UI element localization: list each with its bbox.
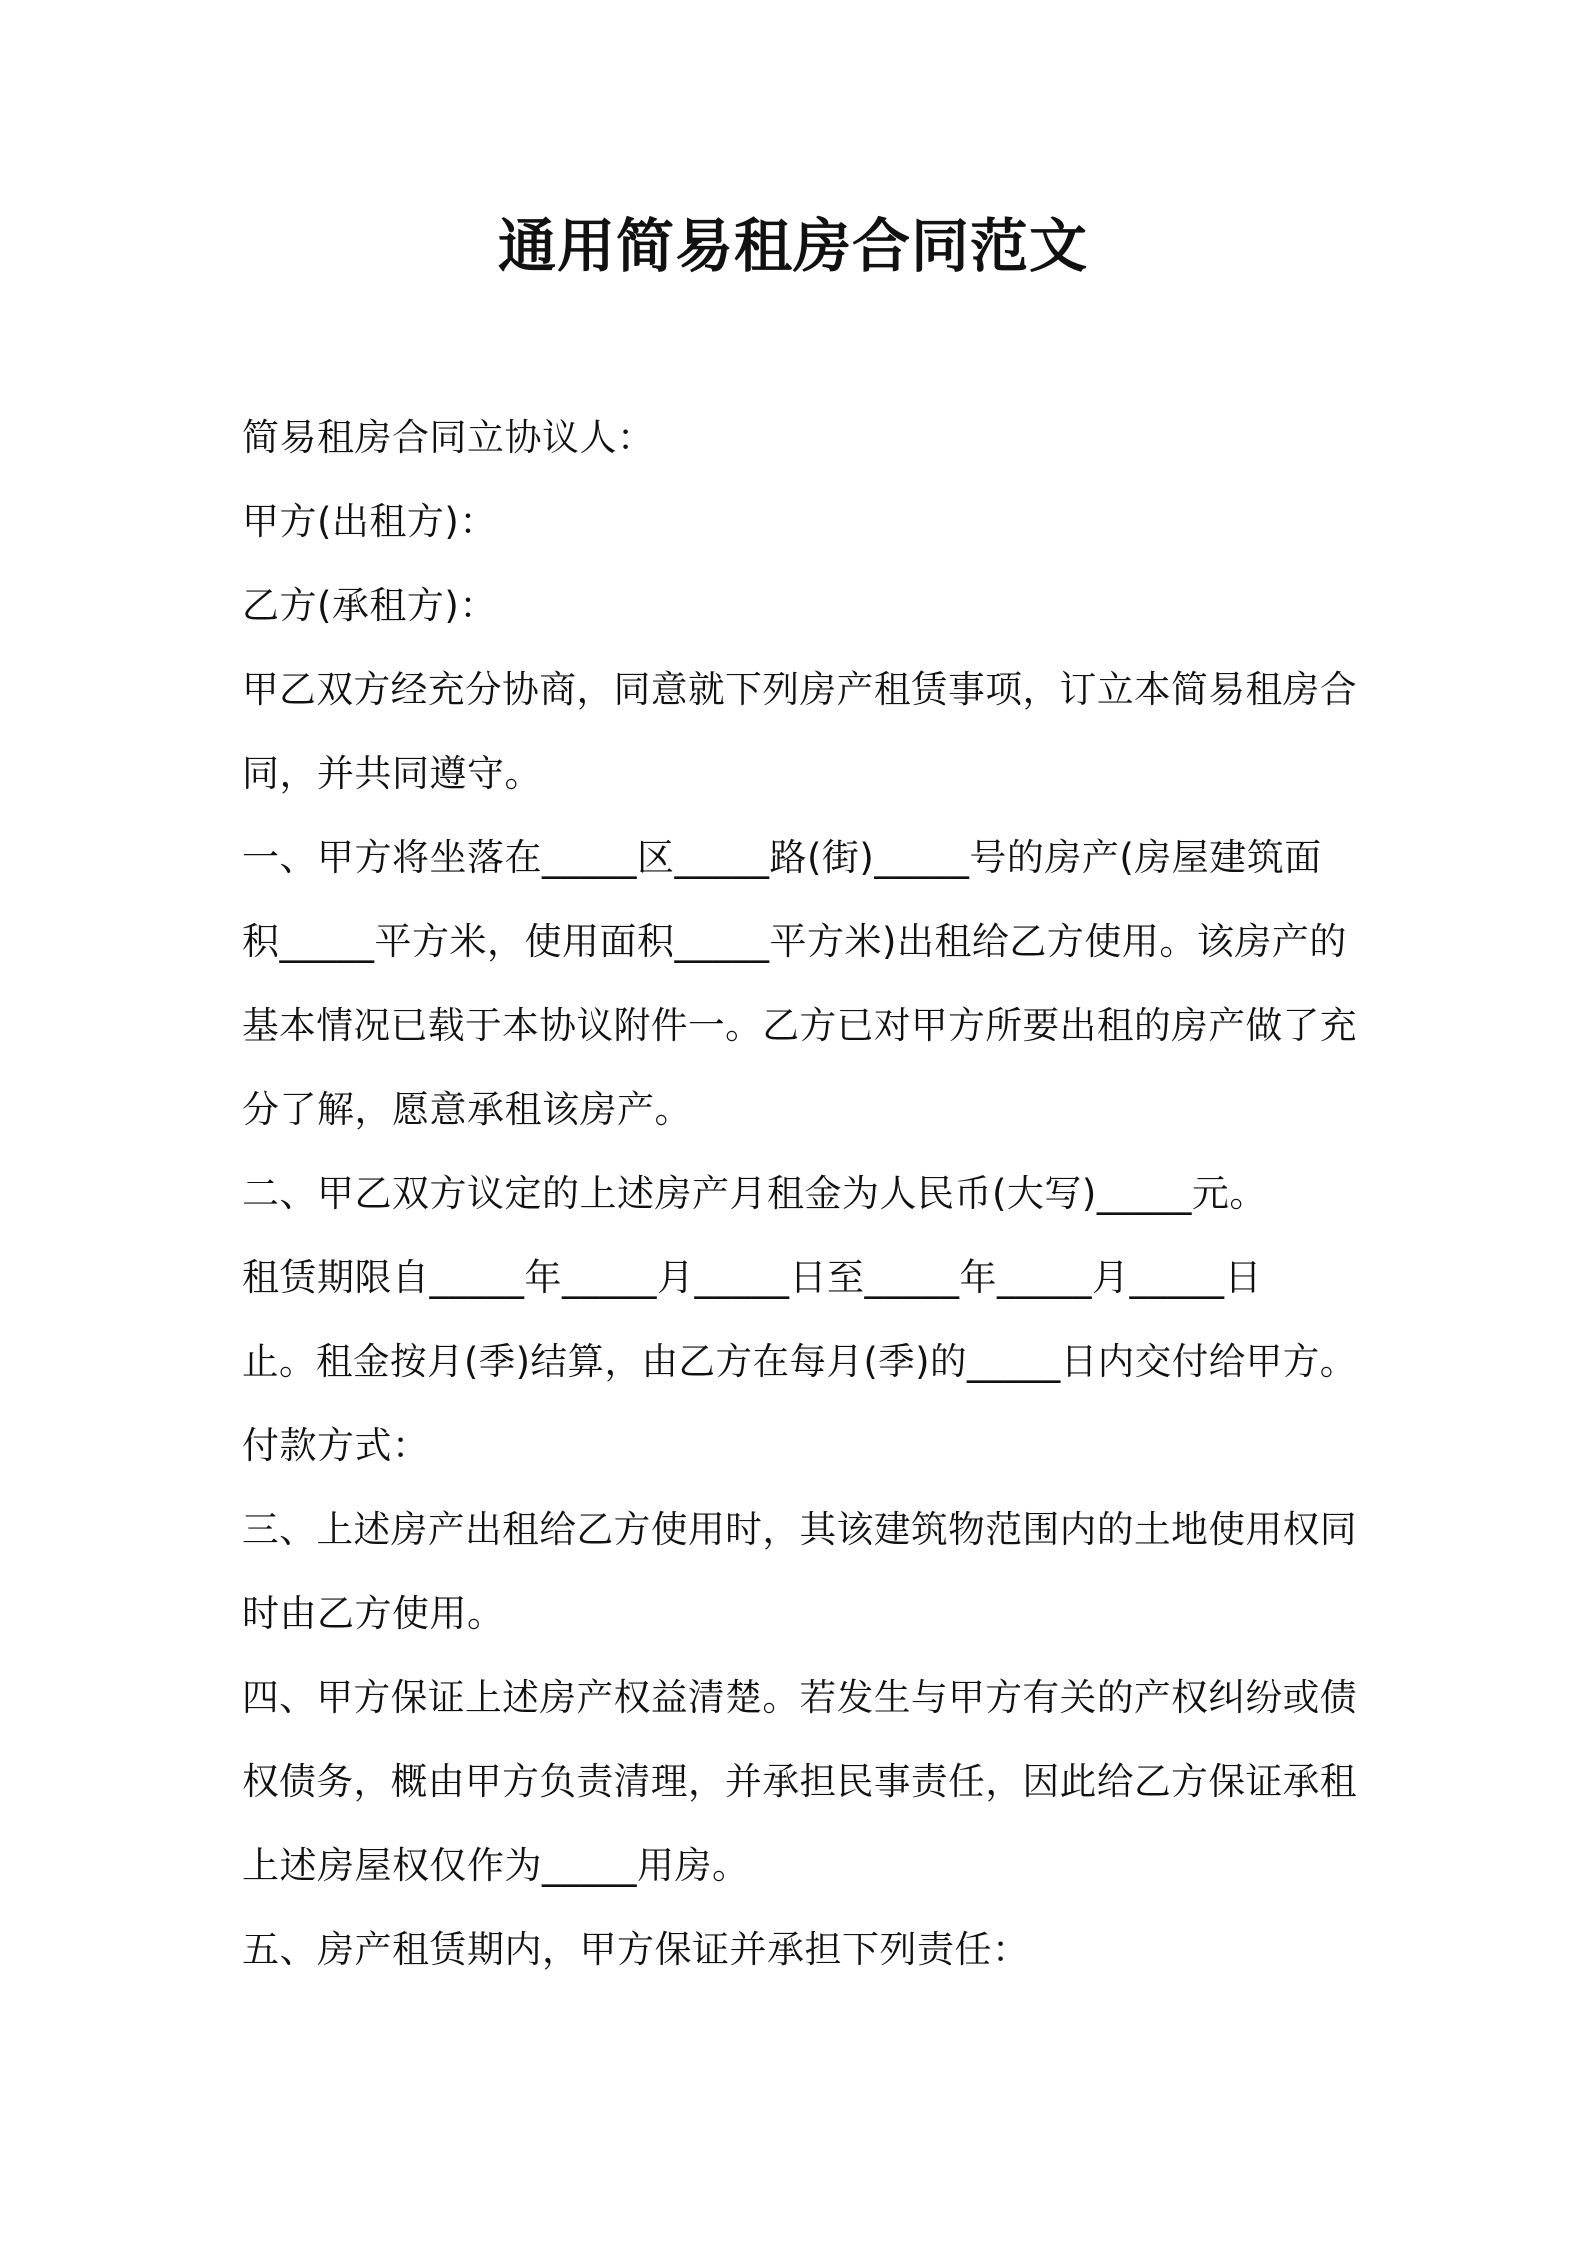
text-line-17: 权债务，概由甲方负责清理，并承担民事责任，因此给乙方保证承租: [242, 1760, 1357, 1803]
text-line-18: 上述房屋权仅作为_____用房。: [242, 1844, 750, 1887]
text-line-1: 简易租房合同立协议人：: [242, 416, 655, 459]
document-body: [242, 396, 1357, 1992]
text-line-9: 分了解，愿意承租该房产。: [242, 1088, 692, 1131]
text-line-5: 同，并共同遵守。: [242, 752, 542, 795]
text-line-11: 租赁期限自_____年_____月_____日至_____年_____月_____日: [242, 1256, 1262, 1299]
document-title: 通用简易租房合同范文: [497, 212, 1088, 280]
text-line-6: 一、甲方将坐落在_____区_____路(街)_____号的房产(房屋建筑面: [242, 836, 1322, 879]
text-line-12: 止。租金按月(季)结算，由乙方在每月(季)的_____日内交付给甲方。: [242, 1340, 1357, 1383]
text-line-15: 时由乙方使用。: [242, 1592, 505, 1635]
text-line-8: 基本情况已载于本协议附件一。乙方已对甲方所要出租的房产做了充: [242, 1004, 1357, 1047]
text-line-10: 二、甲乙双方议定的上述房产月租金为人民币(大写)_____元。: [242, 1172, 1267, 1215]
text-line-13: 付款方式：: [242, 1424, 430, 1467]
text-line-2: 甲方(出租方)：: [242, 500, 497, 543]
text-line-16: 四、甲方保证上述房产权益清楚。若发生与甲方有关的产权纠纷或债: [242, 1676, 1357, 1719]
text-line-19: 五、房产租赁期内，甲方保证并承担下列责任：: [242, 1928, 1030, 1971]
text-line-3: 乙方(承租方)：: [242, 584, 497, 627]
text-line-4: 甲乙双方经充分协商，同意就下列房产租赁事项，订立本简易租房合: [242, 668, 1357, 711]
text-line-7: 积_____平方米，使用面积_____平方米)出租给乙方使用。该房产的: [242, 920, 1347, 963]
text-line-14: 三、上述房产出租给乙方使用时，其该建筑物范围内的土地使用权同: [242, 1508, 1357, 1551]
